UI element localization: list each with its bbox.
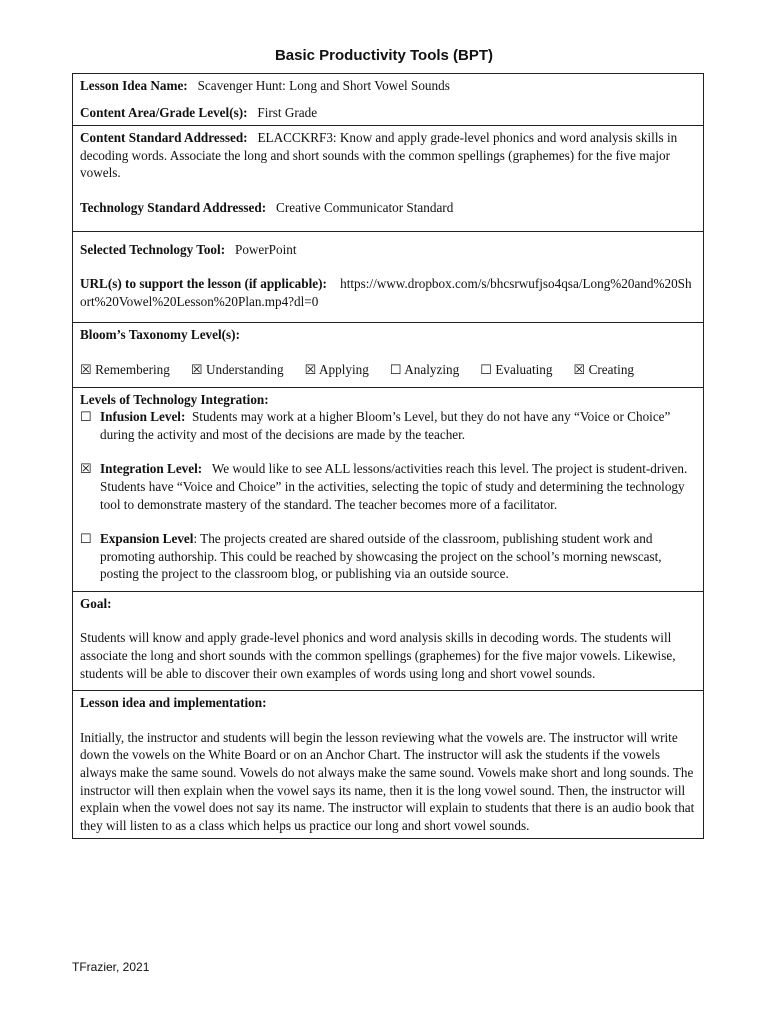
checkbox-checked-icon[interactable]: ☒ [80,461,92,477]
implementation-text: Initially, the instructor and students will begin the lesson reviewing what the vowels are. The instructor will write down the vowels on the White Board or on an Anchor Chart. The instructor will ask the students if the vowels always make the same sound. Vowels do not always make the same sound. Vowels make short and long sounds. The instructor will then explain when the vowel says its name, then it is the long vowel sound. Then, the instructor will explain when the vowel does not say its name. The instructor will explain to students that there is an audio book that they will listen to as a class which helps us practice our long and short vowel sounds. [80,729,695,833]
tech-standard [80,199,696,217]
tool-row [80,241,696,259]
bloom-evaluating [480,361,552,379]
footer-author: TFrazier, 2021 [72,960,150,974]
level-description: : The projects created are shared outside of the classroom, publishing student work and promoting authorship. This could be reached by showcasing the project on the school’s morning newscast, posting the project to the classroom blog, or publishing via an outside source. [100,531,662,582]
level-name: Infusion Level: [100,409,186,425]
checkbox-checked-icon[interactable]: ☒ [304,361,317,377]
checkbox-unchecked-icon[interactable]: ☐ [389,361,402,377]
tool-label: Selected Technology Tool: [80,241,226,257]
grade-label: Content Area/Grade Level(s): [80,104,248,120]
bloom-item-label: Creating [588,361,635,377]
level-description: Students may work at a higher Bloom’s Level, but they do not have any “Voice or Choice” during the activity and most of the decisions are made by the teacher. [100,409,671,442]
url-label: URL(s) to support the lesson (if applicable): [80,276,327,292]
integration-cell [73,387,703,591]
expansion-level [80,530,696,583]
infusion-level-text [100,408,696,443]
infusion-level [80,408,696,443]
level-description: We would like to see ALL lessons/activities reach this level. The project is student-driven. Students have “Voice and Choice” in the activities, selecting the topic of study and determining the technology tool to demonstrate mastery of the standard. The teacher becomes more of a facilitator. [100,461,688,512]
lesson-name-label: Lesson Idea Name: [80,78,188,93]
implementation-label: Lesson idea and implementation: [80,695,267,711]
bloom-item-label: Understanding [205,361,284,377]
bloom-cell [73,322,703,386]
bloom-remembering [80,361,170,379]
level-name: Integration Level: [100,461,203,477]
bloom-item-label: Analyzing [404,361,460,377]
level-name: Expansion Level [100,531,194,547]
expansion-level-text [100,530,696,583]
checkbox-checked-icon[interactable]: ☒ [573,361,586,377]
grade-row [80,104,696,122]
tool-cell [73,231,703,323]
checkbox-checked-icon[interactable]: ☒ [190,361,203,377]
standards-cell [73,125,703,230]
integration-label: Levels of Technology Integration: [80,391,269,407]
lesson-plan-table [72,73,704,839]
tech-standard-label: Technology Standard Addressed: [80,199,267,215]
integration-level [80,460,696,513]
lesson-url-link[interactable]: https://www.dropbox.com/s/bhcsrwufjso4qsa/Long%20and%20Short%20Vowel%20Lesson%20Plan.mp4?dl=0 [80,276,692,309]
content-standard [80,129,696,182]
bloom-analyzing [390,361,459,379]
page-title: Basic Productivity Tools (BPT) [274,47,494,64]
bloom-item-label: Applying [319,361,369,377]
content-standard-label: Content Standard Addressed: [80,130,248,146]
checkbox-unchecked-icon[interactable]: ☐ [80,409,92,425]
integration-level-text [100,460,696,513]
url-row [80,275,696,310]
grade-value: First Grade [257,104,318,120]
implementation-cell [73,690,703,838]
bloom-label: Bloom’s Taxonomy Level(s): [80,327,240,343]
bloom-item-label: Evaluating [495,361,553,377]
checkbox-unchecked-icon[interactable]: ☐ [480,361,493,377]
bloom-understanding [191,361,284,379]
lesson-name-value: Scavenger Hunt: Long and Short Vowel Sounds [197,78,450,93]
goal-text: Students will know and apply grade-level phonics and word analysis skills in decoding words. The students will associate the long and short sounds with the common spellings (graphemes) for the five major vowels. Likewise, students will be able to discover their own examples of words using long and short vowel sounds. [80,630,676,681]
goal-label: Goal: [80,595,112,611]
checkbox-unchecked-icon[interactable]: ☐ [80,531,92,547]
checkbox-checked-icon[interactable]: ☒ [80,361,92,377]
tool-value: PowerPoint [234,241,297,257]
goal-cell [73,591,703,690]
bloom-item-label: Remembering [95,361,170,377]
bloom-applying [305,361,369,379]
lesson-info-cell [73,74,703,125]
bloom-levels [80,361,696,379]
bloom-creating [573,361,634,379]
lesson-name-row [80,77,696,95]
content-standard-value: ELACCKRF3: Know and apply grade-level phonics and word analysis skills in decoding words. Associate the long and short sounds with the common spellings (graphemes) for the five major vowels. [80,130,678,181]
tech-standard-value: Creative Communicator Standard [276,199,454,215]
